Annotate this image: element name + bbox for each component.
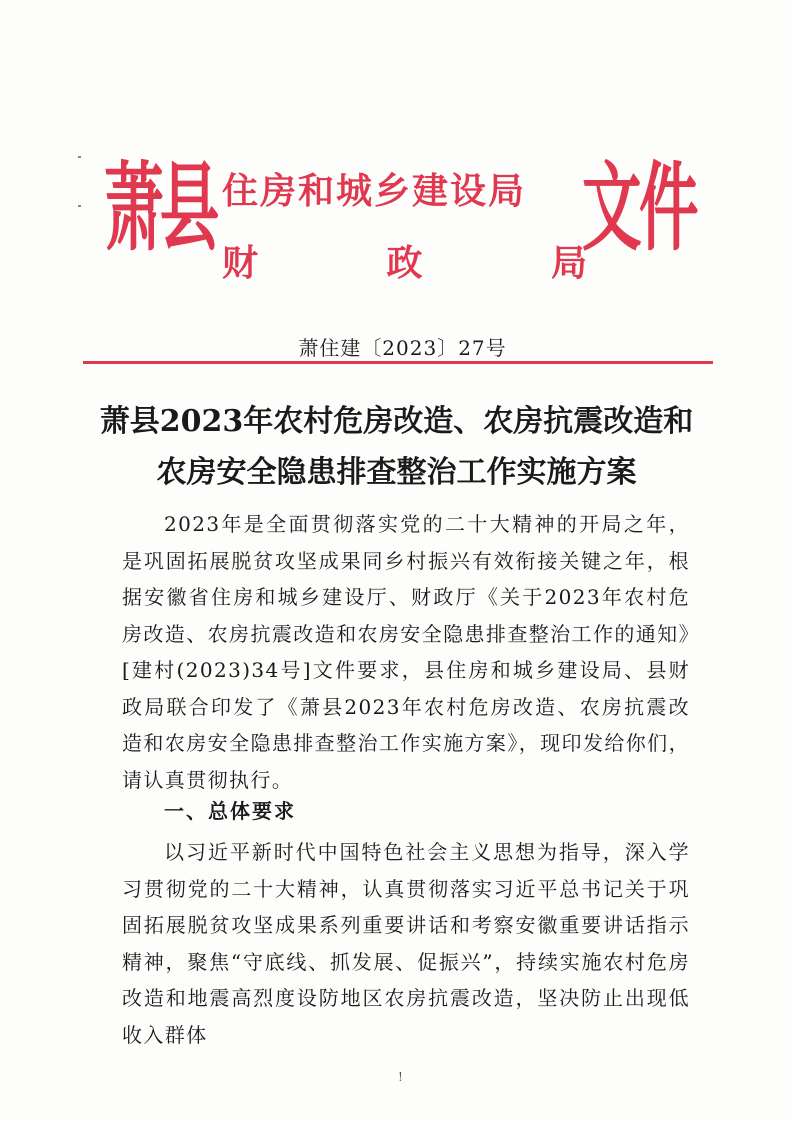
scan-speck: [78, 156, 81, 158]
body-paragraph: 以习近平新时代中国特色社会主义思想为指导，深入学习贯彻党的二十大精神，认真贯彻落实习近平总书记关于巩固拓展脱贫攻坚成果系列重要讲话和考察安徽重要讲话指示精神，聚焦“守底线、抓发展、促振兴”，持续实施农村危房改造和地震高烈度设防地区农房抗震改造，坚决防止出现低收入群体: [122, 840, 690, 1047]
body-paragraph: 2023年是全面贯彻落实党的二十大精神的开局之年，是巩固拓展脱贫攻坚成果同乡村振兴有效衔接关键之年，根据安徽省住房和城乡建设厅、财政厅《关于2023年农村危房改造、农房抗震改造和农房安全隐患排查整治工作的通知》[建村(2023)34号]文件要求，县住房和城乡建设局、县财政局联合印发了《萧县2023年农村危房改造、农房抗震改造和农房安全隐患排查整治工作实施方案》，现印发给你们，请认真贯彻执行。: [122, 512, 690, 792]
document-title-line2: 农房安全隐患排查整治工作实施方案: [156, 455, 637, 490]
letterhead-org-line2-char: 局: [550, 243, 587, 284]
letterhead-org-line2-char: 财: [222, 243, 259, 284]
letterhead-divider: [83, 361, 713, 364]
letterhead-suffix: 文件: [582, 152, 697, 264]
document-title-line1: 萧县2023年农村危房改造、农房抗震改造和: [99, 404, 694, 439]
section-heading: 一、总体要求: [164, 799, 296, 823]
page-mark: !: [398, 1070, 403, 1084]
letterhead-county: 萧县: [104, 152, 216, 264]
document-number: 萧住建〔2023〕27号: [298, 336, 507, 360]
letterhead-org-line1: 住房和城乡建设局: [222, 171, 527, 212]
scan-speck: [78, 205, 81, 207]
letterhead-org-line2: [222, 243, 587, 284]
letterhead-org-line2-char: 政: [386, 243, 423, 284]
